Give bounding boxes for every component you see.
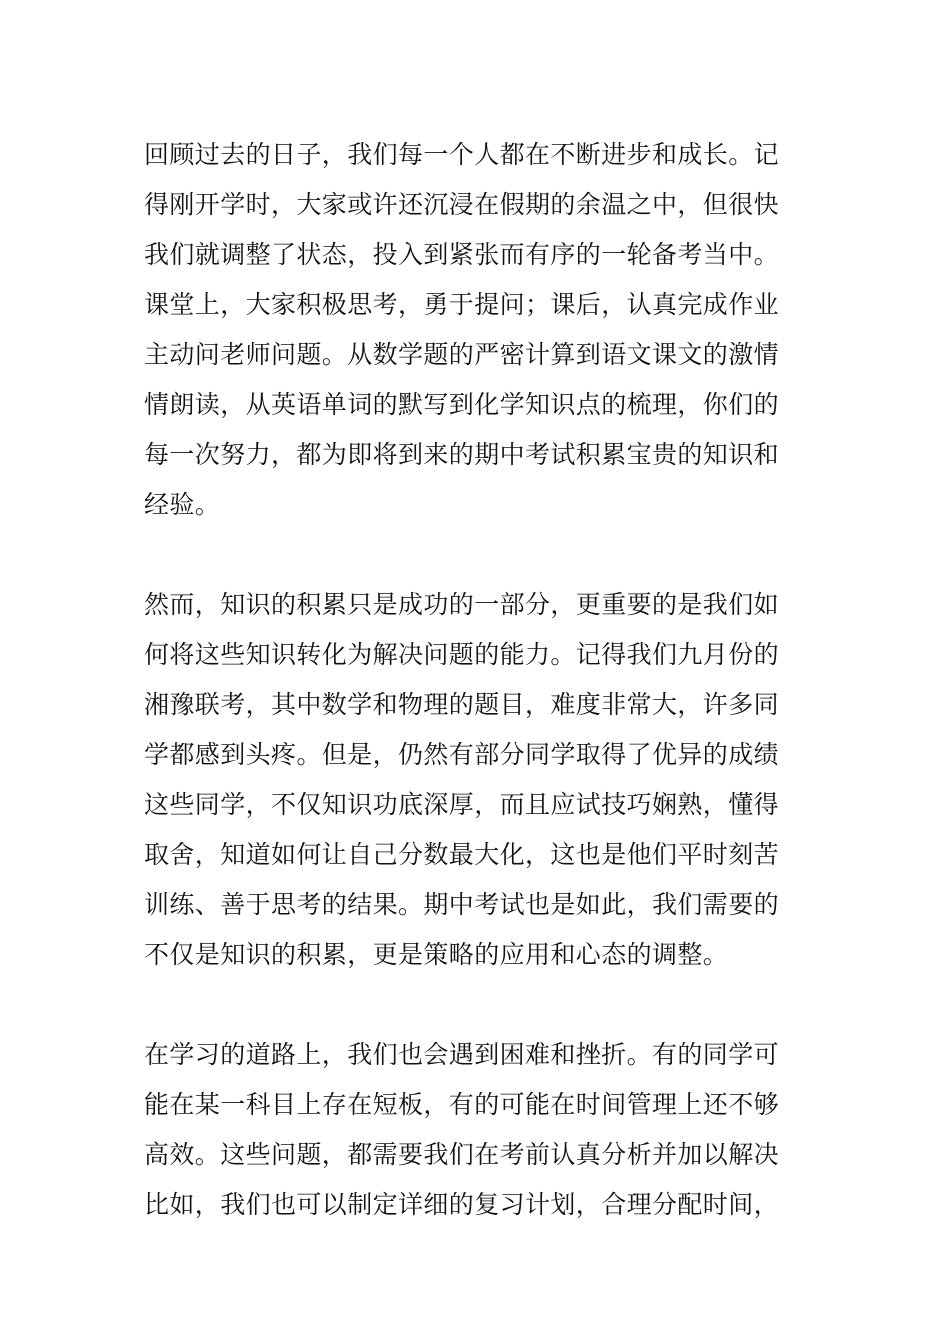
text-line: 能在某一科目上存在短板，有的可能在时间管理上还不够 — [144, 1090, 780, 1119]
text-line: 课堂上，大家积极思考，勇于提问；课后，认真完成作业 — [144, 290, 780, 319]
text-line: 回顾过去的日子，我们每一个人都在不断进步和成长。记 — [144, 140, 780, 169]
text-line: 主动问老师问题。从数学题的严密计算到语文课文的激情 — [144, 340, 780, 369]
text-line: 我们就调整了状态，投入到紧张而有序的一轮备考当中。 — [144, 240, 780, 269]
text-line: 高效。这些问题，都需要我们在考前认真分析并加以解决 — [144, 1140, 780, 1169]
text-line: 比如，我们也可以制定详细的复习计划，合理分配时间， — [144, 1190, 780, 1219]
text-line: 何将这些知识转化为解决问题的能力。记得我们九月份的 — [144, 640, 780, 669]
text-line: 情朗读，从英语单词的默写到化学知识点的梳理，你们的 — [144, 390, 780, 419]
text-line: 在学习的道路上，我们也会遇到困难和挫折。有的同学可 — [144, 1040, 780, 1069]
text-line: 训练、善于思考的结果。期中考试也是如此，我们需要的 — [144, 890, 780, 919]
text-line: 然而，知识的积累只是成功的一部分，更重要的是我们如 — [144, 590, 780, 619]
paragraph-spacer — [144, 530, 814, 580]
paragraph-spacer — [144, 980, 814, 1030]
text-line: 这些同学，不仅知识功底深厚，而且应试技巧娴熟，懂得 — [144, 790, 780, 819]
paragraph-2 — [144, 580, 814, 980]
text-line: 湘豫联考，其中数学和物理的题目，难度非常大，许多同 — [144, 690, 780, 719]
paragraph-3 — [144, 1030, 814, 1230]
text-line: 每一次努力，都为即将到来的期中考试积累宝贵的知识和 — [144, 440, 780, 469]
text-line: 经验。 — [144, 490, 221, 519]
paragraph-1 — [144, 130, 814, 530]
text-line: 得刚开学时，大家或许还沉浸在假期的余温之中，但很快 — [144, 190, 780, 219]
document-body — [144, 130, 814, 1230]
text-line: 不仅是知识的积累，更是策略的应用和心态的调整。 — [144, 940, 729, 969]
text-line: 学都感到头疼。但是，仍然有部分同学取得了优异的成绩 — [144, 740, 780, 769]
text-line: 取舍，知道如何让自己分数最大化，这也是他们平时刻苦 — [144, 840, 780, 869]
